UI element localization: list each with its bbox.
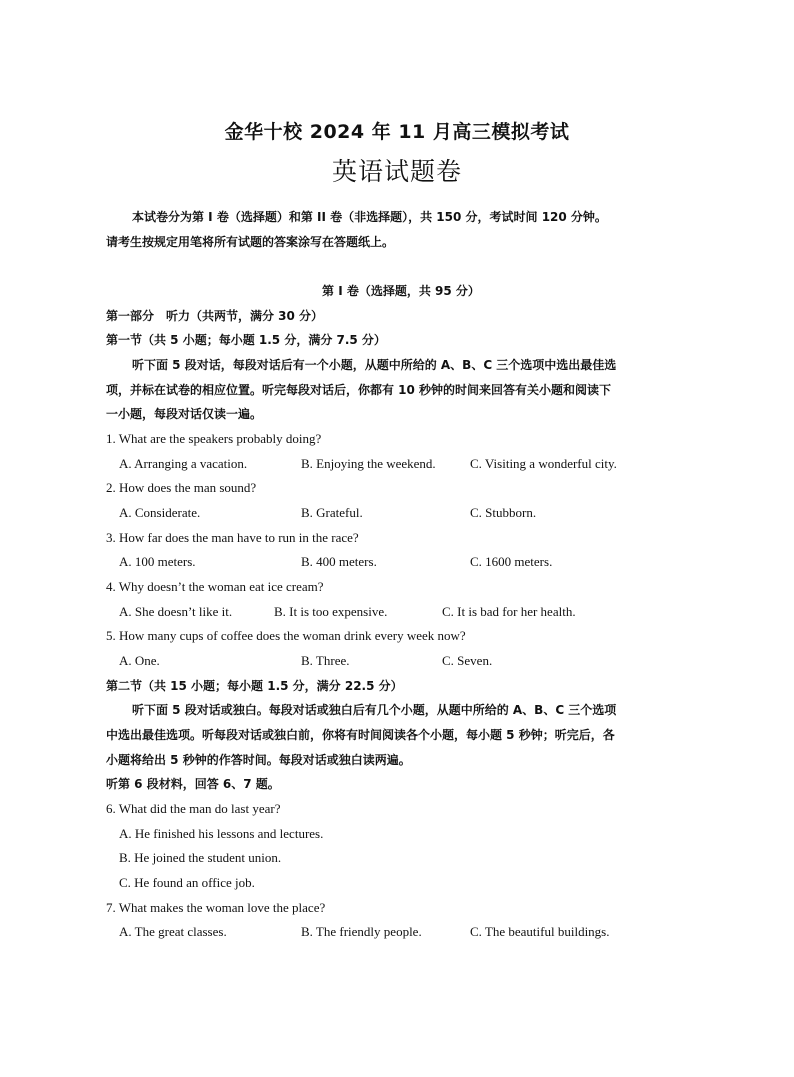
material-6-prompt: 听第 6 段材料，回答 6、7 题。 (106, 777, 280, 791)
question-3: 3. How far does the man have to run in the race? (106, 530, 359, 545)
question-6: 6. What did the man do last year? (106, 801, 281, 816)
q5-option-b: B. Three. (301, 653, 350, 668)
sec1-title: 第一节（共 5 小题；每小题 1.5 分，满分 7.5 分） (106, 333, 386, 347)
q4-option-b: B. It is too expensive. (274, 604, 388, 619)
q5-option-c: C. Seven. (442, 653, 493, 668)
q6-option-a: A. He finished his lessons and lectures. (119, 826, 324, 841)
question-7: 7. What makes the woman love the place? (106, 900, 326, 915)
q7-option-a: A. The great classes. (119, 924, 227, 939)
sec2-instruction-3: 小题将给出 5 秒钟的作答时间。每段对话或独白读两遍。 (106, 753, 411, 767)
q2-option-a: A. Considerate. (119, 505, 201, 520)
part-heading: 第 I 卷（选择题，共 95 分） (322, 284, 480, 298)
question-4: 4. Why doesn’t the woman eat ice cream? (106, 579, 324, 594)
q1-option-b: B. Enjoying the weekend. (301, 456, 436, 471)
q7-option-b: B. The friendly people. (301, 924, 422, 939)
sec1-instruction-1: 听下面 5 段对话，每段对话后有一个小题，从题中所给的 A、B、C 三个选项中选出最佳选 (132, 358, 617, 372)
q2-option-c: C. Stubborn. (470, 505, 537, 520)
q6-option-b: B. He joined the student union. (119, 850, 282, 865)
intro-line-2: 请考生按规定用笔将所有试题的答案涂写在答题纸上。 (106, 235, 395, 249)
exam-title: 金华十校 2024 年 11 月高三模拟考试 (224, 121, 570, 143)
q1-option-a: A. Arranging a vacation. (119, 456, 248, 471)
q3-option-b: B. 400 meters. (301, 554, 377, 569)
section-title-listening: 第一部分 听力（共两节，满分 30 分） (106, 309, 324, 323)
q7-option-c: C. The beautiful buildings. (470, 924, 610, 939)
question-2: 2. How does the man sound? (106, 480, 257, 495)
intro-line-1: 本试卷分为第 I 卷（选择题）和第 II 卷（非选择题），共 150 分，考试时间 120 分钟。 (132, 210, 607, 224)
sec2-instruction-1: 听下面 5 段对话或独白。每段对话或独白后有几个小题，从题中所给的 A、B、C 三个选项 (132, 703, 617, 717)
q5-option-a: A. One. (119, 653, 160, 668)
q6-option-c: C. He found an office job. (119, 875, 255, 890)
question-5: 5. How many cups of coffee does the woman drink every week now? (106, 628, 466, 643)
sec1-instruction-2: 项，并标在试卷的相应位置。听完每段对话后，你都有 10 秒钟的时间来回答有关小题和阅读下 (106, 383, 612, 397)
q4-option-c: C. It is bad for her health. (442, 604, 576, 619)
q3-option-c: C. 1600 meters. (470, 554, 553, 569)
q1-option-c: C. Visiting a wonderful city. (470, 456, 617, 471)
q4-option-a: A. She doesn’t like it. (119, 604, 233, 619)
q2-option-b: B. Grateful. (301, 505, 363, 520)
q3-option-a: A. 100 meters. (119, 554, 196, 569)
sec1-instruction-3: 一小题，每段对话仅读一遍。 (106, 407, 263, 421)
sec2-title: 第二节（共 15 小题；每小题 1.5 分，满分 22.5 分） (106, 679, 403, 693)
sec2-instruction-2: 中选出最佳选项。听每段对话或独白前，你将有时间阅读各个小题，每小题 5 秒钟；听完后，各 (106, 728, 615, 742)
question-1: 1. What are the speakers probably doing? (106, 431, 322, 446)
exam-subtitle: 英语试题卷 (331, 157, 462, 186)
